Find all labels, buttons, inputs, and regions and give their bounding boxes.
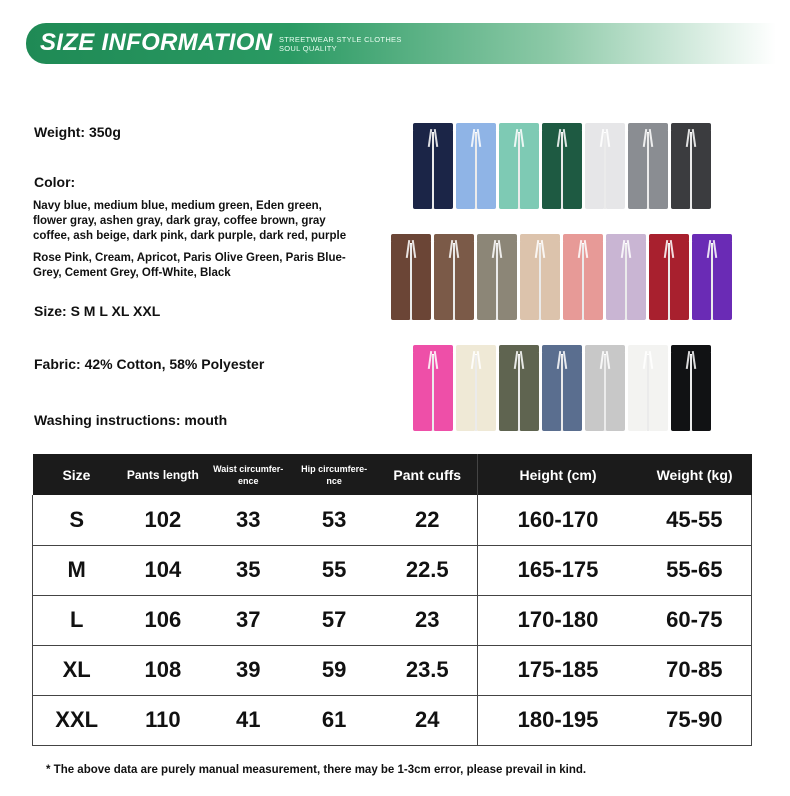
header-weight: Weight (kg) bbox=[638, 454, 752, 495]
cell-height: 165-175 bbox=[478, 545, 638, 595]
pants-swatch bbox=[649, 234, 689, 320]
table-row bbox=[33, 695, 752, 745]
header-pant-cuffs: Pant cuffs bbox=[377, 454, 478, 495]
size-info: Size: S M L XL XXL bbox=[34, 303, 161, 319]
fabric-info: Fabric: 42% Cotton, 58% Polyester bbox=[34, 356, 265, 372]
pants-swatch bbox=[391, 234, 431, 320]
color-heading: Color: bbox=[34, 174, 76, 190]
pants-swatch bbox=[585, 123, 625, 209]
cell-waist: 41 bbox=[205, 695, 291, 745]
cell-size: XXL bbox=[33, 695, 121, 745]
pants-swatch bbox=[542, 123, 582, 209]
color-line: Rose Pink, Cream, Apricot, Paris Olive Green, Paris Blue- bbox=[33, 252, 346, 264]
header-hip-line2: nce bbox=[326, 475, 342, 486]
table-row bbox=[33, 495, 752, 545]
pants-swatch bbox=[499, 345, 539, 431]
cell-size: XL bbox=[33, 645, 121, 695]
pants-swatch bbox=[413, 123, 453, 209]
swatch-row-3 bbox=[413, 345, 714, 431]
washing-info: Washing instructions: mouth bbox=[34, 412, 228, 428]
cell-height: 170-180 bbox=[478, 595, 638, 645]
pants-swatch bbox=[413, 345, 453, 431]
pants-swatch bbox=[434, 234, 474, 320]
banner-subtitle bbox=[279, 35, 402, 53]
pants-swatch bbox=[499, 123, 539, 209]
banner-subtitle-line2: SOUL QUALITY bbox=[279, 44, 337, 53]
cell-height: 180-195 bbox=[478, 695, 638, 745]
color-line: coffee, ash beige, dark pink, dark purple, dark red, purple bbox=[33, 230, 347, 242]
pants-swatch bbox=[628, 123, 668, 209]
table-row bbox=[33, 595, 752, 645]
header-hip bbox=[291, 454, 377, 495]
cell-cuffs: 24 bbox=[377, 695, 478, 745]
color-line: Navy blue, medium blue, medium green, Eden green, bbox=[33, 200, 322, 212]
page-title: SIZE INFORMATION bbox=[40, 29, 273, 56]
color-line: flower gray, ashen gray, dark gray, coffee brown, gray bbox=[33, 215, 326, 227]
color-list-2 bbox=[33, 251, 393, 281]
table-header-row bbox=[33, 454, 752, 495]
color-list bbox=[33, 199, 393, 244]
cell-weight: 70-85 bbox=[638, 645, 752, 695]
pants-swatch bbox=[671, 123, 711, 209]
cell-weight: 45-55 bbox=[638, 495, 752, 545]
cell-size: L bbox=[33, 595, 121, 645]
cell-hip: 61 bbox=[291, 695, 377, 745]
cell-cuffs: 22.5 bbox=[377, 545, 478, 595]
size-table bbox=[32, 454, 752, 746]
pants-swatch bbox=[692, 234, 732, 320]
cell-height: 160-170 bbox=[478, 495, 638, 545]
pants-swatch bbox=[456, 345, 496, 431]
weight-info: Weight: 350g bbox=[34, 124, 121, 140]
header-waist-line2: ence bbox=[237, 475, 259, 486]
cell-weight: 55-65 bbox=[638, 545, 752, 595]
cell-waist: 39 bbox=[205, 645, 291, 695]
cell-hip: 59 bbox=[291, 645, 377, 695]
cell-length: 110 bbox=[120, 695, 205, 745]
table-row bbox=[33, 645, 752, 695]
measurement-note: * The above data are purely manual measurement, there may be 1-3cm error, please prevail in kind. bbox=[46, 764, 587, 776]
header-waist bbox=[205, 454, 291, 495]
table-row bbox=[33, 545, 752, 595]
cell-weight: 75-90 bbox=[638, 695, 752, 745]
pants-swatch bbox=[542, 345, 582, 431]
cell-size: M bbox=[33, 545, 121, 595]
cell-waist: 33 bbox=[205, 495, 291, 545]
banner-subtitle-line1: STREETWEAR STYLE CLOTHES bbox=[279, 35, 402, 44]
cell-cuffs: 23.5 bbox=[377, 645, 478, 695]
pants-swatch bbox=[477, 234, 517, 320]
pants-swatch bbox=[456, 123, 496, 209]
pants-swatch bbox=[563, 234, 603, 320]
cell-size: S bbox=[33, 495, 121, 545]
header-hip-line1: Hip circumfere- bbox=[301, 463, 368, 474]
cell-cuffs: 23 bbox=[377, 595, 478, 645]
pants-swatch bbox=[628, 345, 668, 431]
color-line: Grey, Cement Grey, Off-White, Black bbox=[33, 267, 231, 279]
cell-length: 102 bbox=[120, 495, 205, 545]
cell-waist: 37 bbox=[205, 595, 291, 645]
header-height: Height (cm) bbox=[478, 454, 638, 495]
pants-swatch bbox=[520, 234, 560, 320]
cell-waist: 35 bbox=[205, 545, 291, 595]
pants-swatch bbox=[671, 345, 711, 431]
cell-hip: 53 bbox=[291, 495, 377, 545]
cell-length: 104 bbox=[120, 545, 205, 595]
cell-hip: 57 bbox=[291, 595, 377, 645]
pants-swatch bbox=[606, 234, 646, 320]
cell-length: 106 bbox=[120, 595, 205, 645]
header-waist-line1: Waist circumfer- bbox=[213, 463, 284, 474]
pants-swatch bbox=[585, 345, 625, 431]
header-size: Size bbox=[33, 454, 121, 495]
swatch-row-2 bbox=[391, 234, 735, 320]
swatch-row-1 bbox=[413, 123, 714, 209]
cell-height: 175-185 bbox=[478, 645, 638, 695]
header-pants-length: Pants length bbox=[120, 454, 205, 495]
cell-weight: 60-75 bbox=[638, 595, 752, 645]
cell-hip: 55 bbox=[291, 545, 377, 595]
cell-cuffs: 22 bbox=[377, 495, 478, 545]
cell-length: 108 bbox=[120, 645, 205, 695]
